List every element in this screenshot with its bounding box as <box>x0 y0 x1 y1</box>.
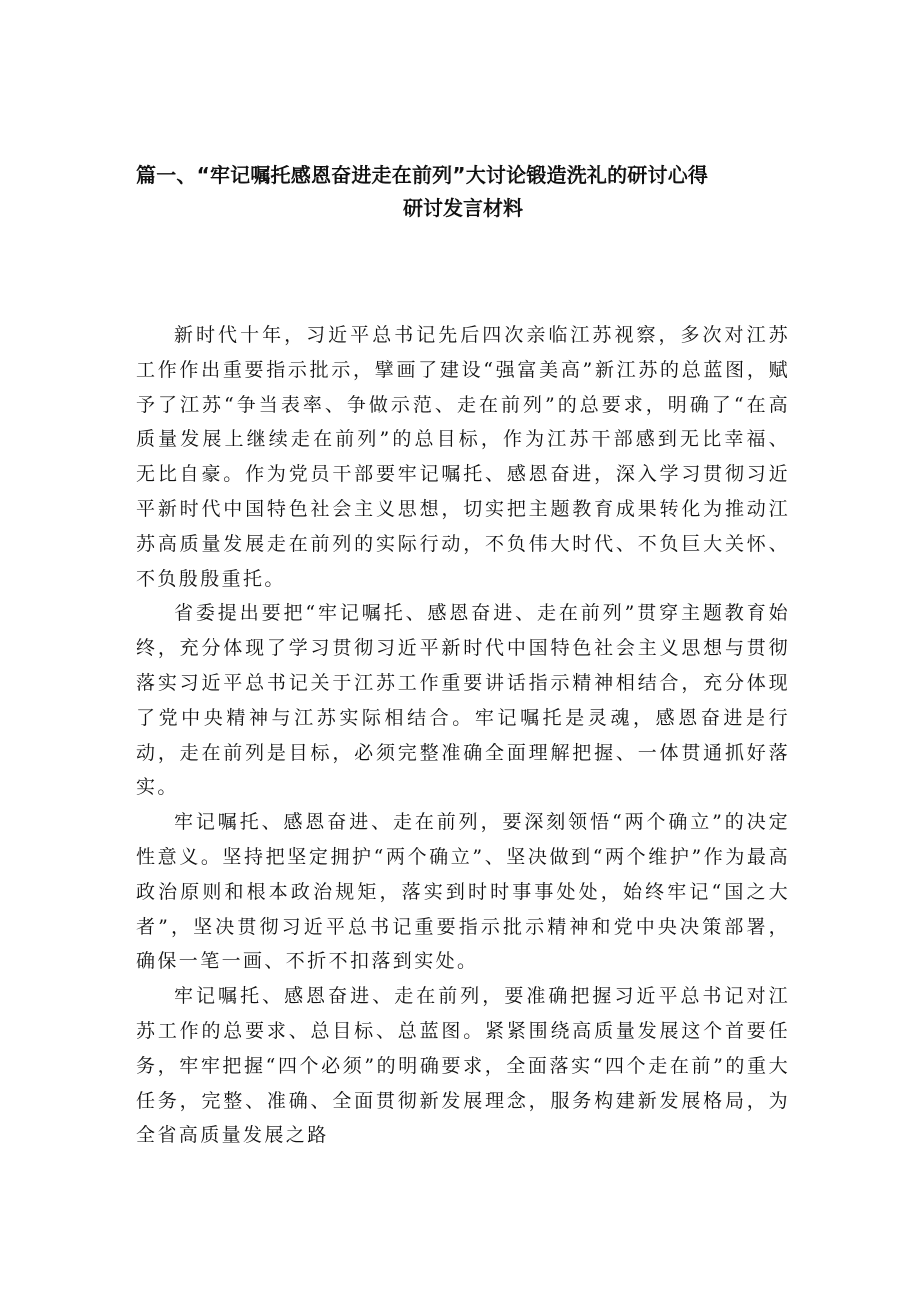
document-title-line-2: 研讨发言材料 <box>403 196 523 220</box>
document-title-line-1: 篇一、“牢记嘱托感恩奋进走在前列”大讨论锻造洗礼的研讨心得 <box>136 163 709 187</box>
paragraph-2: 省委提出要把“牢记嘱托、感恩奋进、走在前列”贯穿主题教育始终，充分体现了学习贯彻习近平新时代中国特色社会主义思想与贯彻落实习近平总书记关于江苏工作重要讲话指示精神相结合，充分体现了党中央精神与江苏实际相结合。牢记嘱托是灵魂，感恩奋进是行动，走在前列是目标，必须完整准确全面理解把握、一体贯通抓好落实。 <box>136 602 790 799</box>
paragraph-4: 牢记嘱托、感恩奋进、走在前列，要准确把握习近平总书记对江苏工作的总要求、总目标、总蓝图。紧紧围绕高质量发展这个首要任务，牢牢把握“四个必须”的明确要求，全面落实“四个走在前”的重大任务，完整、准确、全面贯彻新发展理念，服务构建新发展格局，为全省高质量发展之路 <box>136 985 790 1147</box>
paragraph-3: 牢记嘱托、感恩奋进、走在前列，要深刻领悟“两个确立”的决定性意义。坚持把坚定拥护“两个确立”、坚决做到“两个维护”作为最高政治原则和根本政治规矩，落实到时时事事处处，始终牢记“国之大者”，坚决贯彻习近平总书记重要指示批示精神和党中央决策部署，确保一笔一画、不折不扣落到实处。 <box>136 811 790 973</box>
paragraph-1: 新时代十年，习近平总书记先后四次亲临江苏视察，多次对江苏工作作出重要指示批示，擘画了建设“强富美高”新江苏的总蓝图，赋予了江苏“争当表率、争做示范、走在前列”的总要求，明确了“在高质量发展上继续走在前列”的总目标，作为江苏干部感到无比幸福、无比自豪。作为党员干部要牢记嘱托、感恩奋进，深入学习贯彻习近平新时代中国特色社会主义思想，切实把主题教育成果转化为推动江苏高质量发展走在前列的实际行动，不负伟大时代、不负巨大关怀、不负殷殷重托。 <box>136 324 790 590</box>
document-body <box>136 318 790 1153</box>
